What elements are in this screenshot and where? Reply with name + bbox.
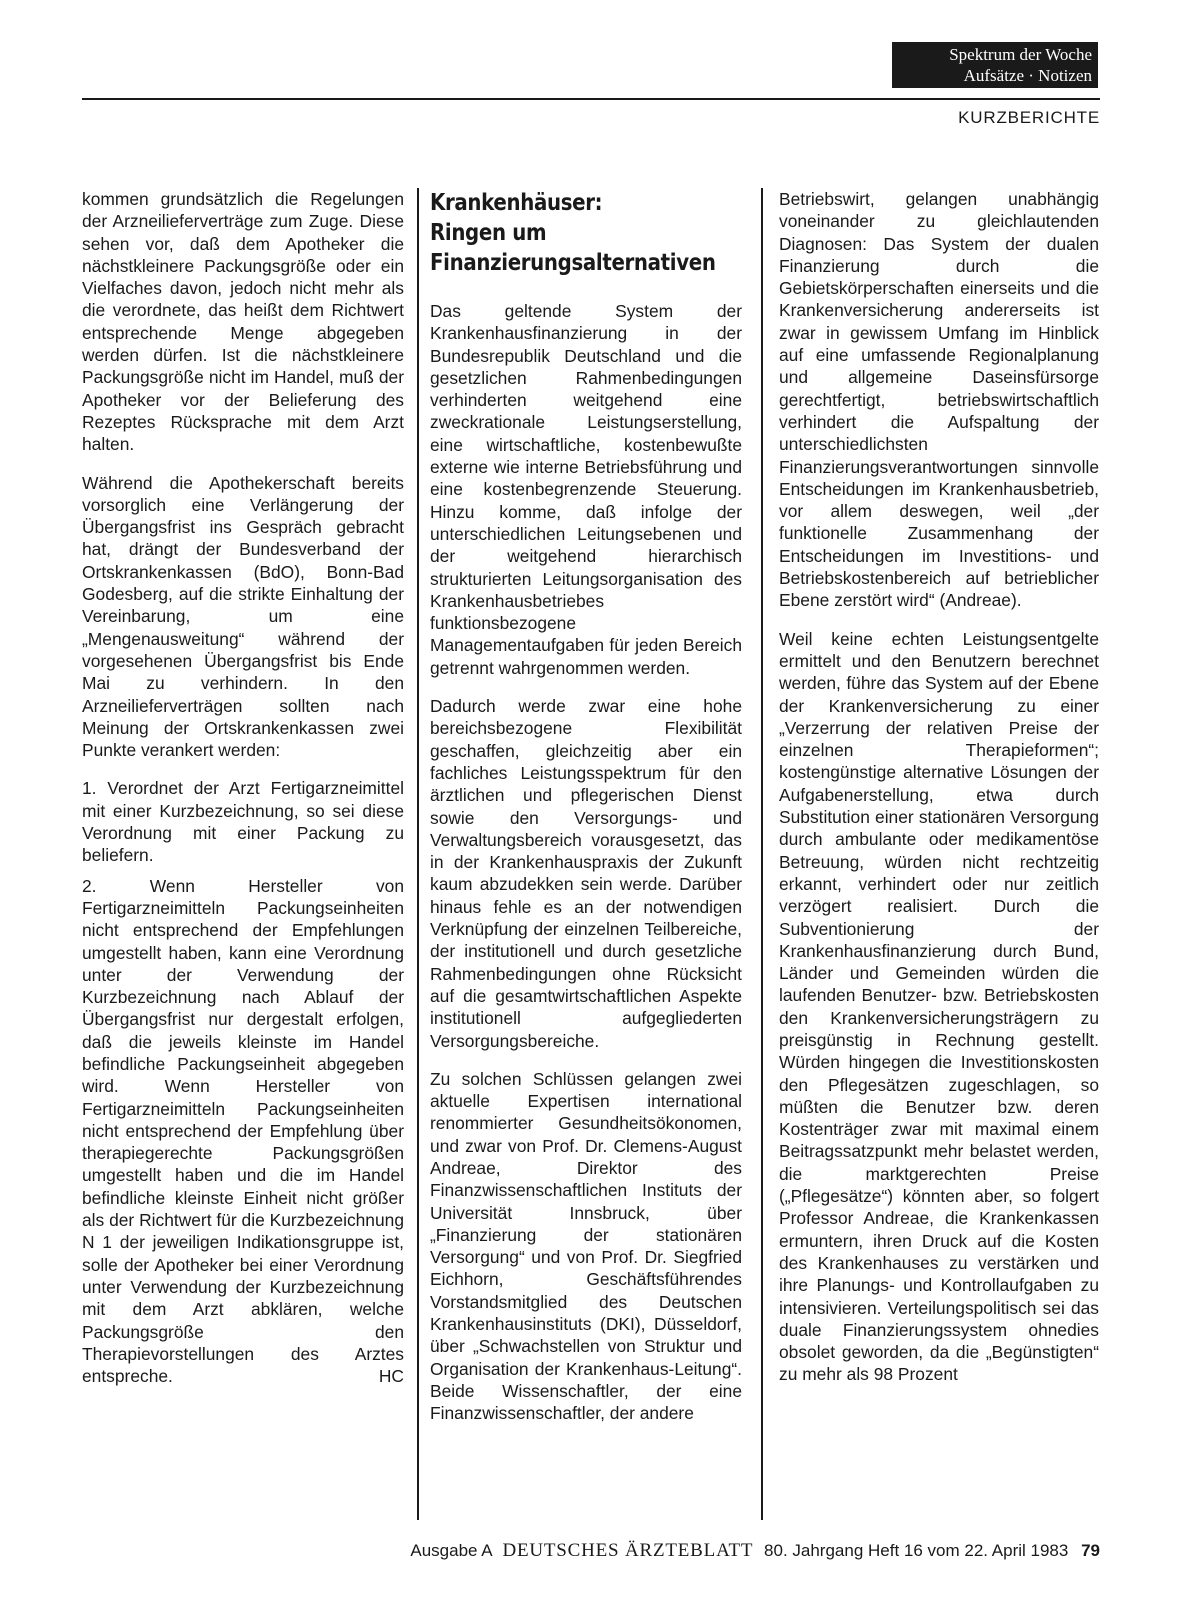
footer-journal: DEUTSCHES ÄRZTEBLATT: [502, 1540, 754, 1561]
column-2: [430, 188, 742, 1441]
badge-line-1: Spektrum der Woche: [949, 45, 1092, 64]
badge-line-2: Aufsätze · Notizen: [963, 66, 1092, 85]
column-rule-right: [761, 188, 763, 1520]
paragraph: Zu solchen Schlüssen gelangen zwei aktuelle Expertisen international renommierter Gesundheitsökonomen, und zwar von Prof. Dr. Clemens-August Andreae, Direktor des Finanzwissenschaftlichen Instituts der Universität Innsbruck, über „Finanzierung der stationären Versorgung“ und von Prof. Dr. Siegfried Eichhorn, Geschäftsführendes Vorstandsmitglied des Deutschen Krankenhausinstituts (DKI), Düsseldorf, über „Schwachstellen von Struktur und Organisation der Krankenhaus-Leitung“. Beide Wissenschaftler, der eine Finanzwissenschaftler, der andere: [430, 1068, 742, 1424]
list-item: [82, 875, 404, 1388]
author-signature: HC: [378, 1366, 404, 1387]
list-item: 1. Verordnet der Arzt Fertigarzneimittel mit einer Kurzbezeichnung, so sei diese Verordnung mit einer Packung zu beliefern.: [82, 778, 404, 866]
page-footer: [410, 1540, 1100, 1562]
column-3: [779, 188, 1099, 1402]
paragraph: kommen grundsätzlich die Regelungen der Arzneilieferverträge zum Zuge. Diese sehen vor, daß dem Apotheker die nächstkleinere Packungsgröße oder ein Vielfaches davon, jedoch nicht mehr als die verordnete, das heißt dem Richtwert entsprechende Menge abgegeben werden dürfen. Ist die nächstkleinere Packungsgröße nicht im Handel, muß der Apotheker vor der Belieferung des Rezeptes Rücksprache mit dem Arzt halten.: [82, 189, 404, 455]
column-1: [82, 188, 404, 1403]
article-headline: [430, 188, 740, 278]
paragraph: Das geltende System der Krankenhausfinanzierung in der Bundesrepublik Deutschland und die gesetzlichen Rahmenbedingungen verhinderten weitgehend eine zweckrationale Leistungserstellung, eine wirtschaftliche, kostenbewußte externe wie interne Betriebsführung und eine kostenbegrenzende Steuerung. Hinzu komme, daß infolge der unterschiedlichen Leitungsebenen und der weitgehend hierarchisch strukturierten Leitungsorganisation des Krankenhausbetriebes funktionsbezogene Managementaufgaben für jeden Bereich getrennt wahrgenommen werden.: [430, 301, 742, 678]
paragraph: Weil keine echten Leistungsentgelte ermittelt und den Benutzern berechnet werden, führe das System auf der Ebene der Krankenversicherung zu einer „Verzerrung der relativen Preise der einzelnen Therapieformen“; kostengünstige alternative Lösungen der Aufgabenerstellung, etwa durch Substitution einer stationären Versorgung durch ambulante oder medikamentöse Betreuung, würden nicht rechtzeitig erkannt, verhindert oder nur zeitlich verzögert realisiert. Durch die Subventionierung der Krankenhausfinanzierung durch Bund, Länder und Gemeinden würden die laufenden Benutzer- bzw. Betriebskosten den Krankenversicherungsträgern zu preisgünstig in Rechnung gestellt. Würden hingegen die Investitionskosten den Pflegesätzen zugeschlagen, so müßten die Benutzer bzw. deren Kostenträger zwar mit maximal einem Beitragssatzpunkt mehr belastet werden, die marktgerechten Preise („Pflegesätze“) könnten aber, so folgert Professor Andreae, die Krankenkassen ermuntern, ihren Druck auf die Kosten des Krankenhauses zu verstärken und ihre Planungs- und Kontrollaufgaben zu intensivieren. Verteilungspolitisch sei das duale Finanzierungssystem ohnedies obsolet geworden, da die „Begünstigten“ zu mehr als 98 Prozent: [779, 628, 1099, 1385]
list-item-text: 2. Wenn Hersteller von Fertigarzneimitteln Packungseinheiten nicht entsprechend der Empfehlungen umgestellt haben, kann eine Verordnung unter der Verwendung der Kurzbezeichnung nach Ablauf der Übergangsfrist nur dergestalt erfolgen, daß die jeweils kleinste im Handel befindliche Packungseinheit abgegeben wird. Wenn Hersteller von Fertigarzneimitteln Packungseinheiten nicht entsprechend der Empfehlung über therapiegerechte Packungsgrößen umgestellt haben und die im Handel befindliche kleinste Einheit nicht größer als der Richtwert für die Kurzbezeichnung N 1 der jeweiligen Indikationsgruppe ist, solle der Apotheker bei einer Verordnung unter Verwendung der Kurzbezeichnung mit dem Arzt abklären, welche Packungsgröße den Therapievorstellungen des Arztes entspreche.: [82, 875, 404, 1387]
footer-issue: 80. Jahrgang Heft 16 vom 22. April 1983: [764, 1541, 1069, 1560]
headline-line-2: Ringen um: [430, 220, 547, 246]
paragraph: Während die Apothekerschaft bereits vorsorglich eine Verlängerung der Übergangsfrist ins Gespräch gebracht hat, drängt der Bundesverband der Ortskrankenkassen (BdO), Bonn-Bad Godesberg, auf die strikte Einhaltung der Vereinbarung, um eine „Mengenausweitung“ während der vorgesehenen Übergangsfrist bis Ende Mai zu verhindern. In den Arzneilieferverträgen sollten nach Meinung der Ortskrankenkassen zwei Punkte verankert werden:: [82, 472, 404, 761]
column-rule-left: [417, 188, 419, 1520]
paragraph: Betriebswirt, gelangen unabhängig voneinander zu gleichlautenden Diagnosen: Das System der dualen Finanzierung durch die Gebietskörperschaften einerseits und die Krankenversicherung andererseits ist zwar in gewissem Umfang im Hinblick auf eine umfassende Regionalplanung und allgemeine Daseinsfürsorge gerechtfertigt, betriebswirtschaftlich verhindert die Aufspaltung der unterschiedlichsten Finanzierungsverantwortungen sinnvolle Entscheidungen im Krankenhausbetrieb, vor allem deswegen, weil „der funktionelle Zusammenhang der Entscheidungen im Investitions- und Betriebskostenbereich auf betrieblicher Ebene zerstört wird“ (Andreae).: [779, 189, 1099, 611]
paragraph: Dadurch werde zwar eine hohe bereichsbezogene Flexibilität geschaffen, gleichzeitig aber ein fachliches Leistungsspektrum für den ärztlichen und pflegerischen Dienst sowie den Versorgungs- und Verwaltungsbereich vorausgesetzt, das in der Krankenhauspraxis der Zukunft kaum abzudekken sein werde. Darüber hinaus fehle es an der notwendigen Verknüpfung der einzelnen Teilbereiche, der institutionell und durch gesetzliche Rahmenbedingungen ohne Rücksicht auf die gesamtwirtschaftlichen Aspekte institutionell aufgegliederten Versorgungsbereiche.: [430, 696, 742, 1051]
headline-line-3: Finanzierungsalternativen: [430, 250, 716, 276]
section-label: KURZBERICHTE: [958, 108, 1100, 127]
footer-edition: Ausgabe A: [410, 1541, 492, 1560]
headline-line-1: Krankenhäuser:: [430, 190, 603, 216]
header-rule: [82, 98, 1100, 100]
section-badge: [892, 42, 1098, 88]
page-number: 79: [1081, 1541, 1100, 1560]
